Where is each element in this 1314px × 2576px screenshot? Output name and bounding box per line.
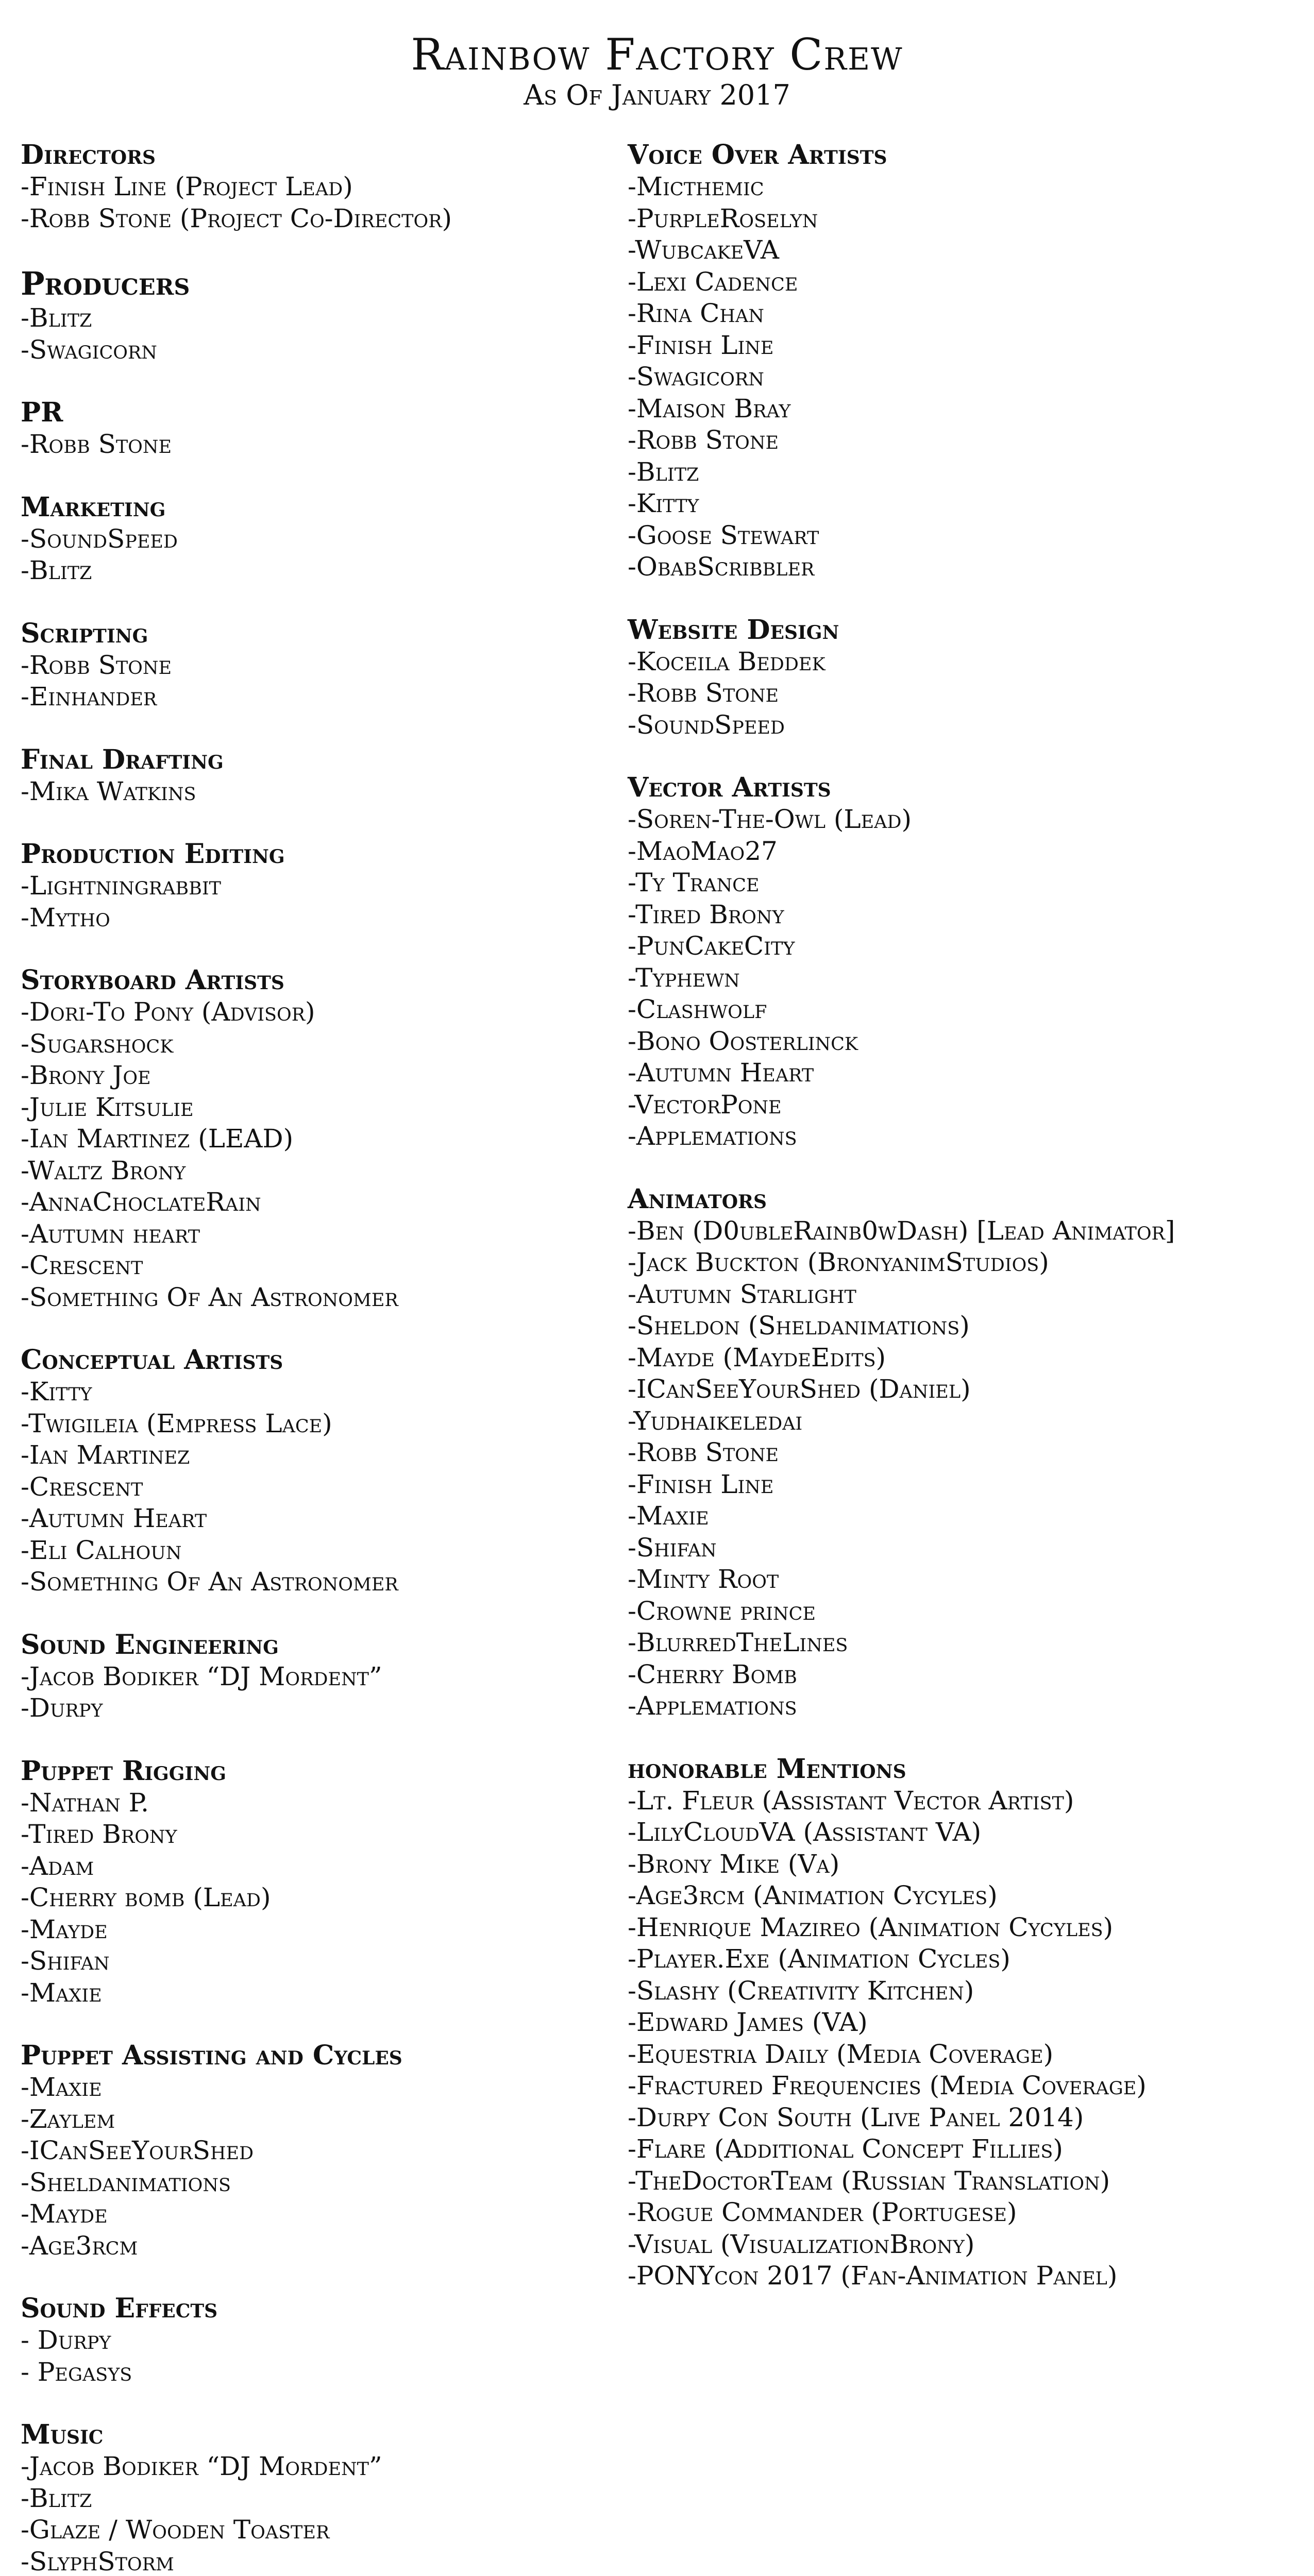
credit-entry: -ObabScribbler xyxy=(628,552,815,582)
credit-entry: -Lt. Fleur (Assistant Vector Artist) xyxy=(628,1785,1074,1816)
section-heading: Storyboard Artists xyxy=(21,964,284,996)
credit-entry: - Pegasys xyxy=(21,2357,132,2387)
credits-section-honorable-mentions xyxy=(628,1753,1298,2292)
credit-entry: -Lexi Cadence xyxy=(628,266,798,297)
section-heading: Puppet Rigging xyxy=(21,1755,227,1787)
credits-section-music xyxy=(21,2419,603,2576)
credit-entry: -Robb Stone xyxy=(21,650,172,680)
credits-section-pr xyxy=(21,397,603,461)
credit-entry: -Lightningrabbit xyxy=(21,871,222,901)
credit-list xyxy=(21,870,603,934)
credit-entry: -Autumn Heart xyxy=(628,1058,814,1088)
credit-entry: -Cherry Bomb xyxy=(628,1659,797,1689)
credit-entry: -ICanSeeYourShed xyxy=(21,2136,254,2165)
credit-entry: -Brony Joe xyxy=(21,1060,151,1090)
credit-entry: -WubcakeVA xyxy=(628,235,779,265)
credit-list xyxy=(21,2072,603,2262)
credit-entry: -Something Of An Astronomer xyxy=(21,1567,398,1597)
section-heading: Production Editing xyxy=(21,838,285,870)
credit-entry: -ICanSeeYourShed (Daniel) xyxy=(628,1374,971,1404)
credit-entry: -Henrique Mazireo (Animation Cycyles) xyxy=(628,1912,1114,1942)
credit-entry: -BlurredTheLines xyxy=(628,1628,848,1657)
credit-list xyxy=(21,302,603,366)
section-heading: Marketing xyxy=(21,491,166,523)
credit-list xyxy=(21,996,603,1313)
credits-section-puppet-rigging xyxy=(21,1755,603,2009)
credit-entry: -Maison Bray xyxy=(628,393,791,423)
credit-entry: -Crescent xyxy=(21,1471,143,1502)
credit-entry: -Shifan xyxy=(628,1532,717,1563)
credit-entry: -Player.Exe (Animation Cycles) xyxy=(628,1944,1010,1974)
section-heading: Conceptual Artists xyxy=(21,1344,283,1376)
credit-entry: -Minty Root xyxy=(628,1564,779,1594)
credit-list xyxy=(21,523,603,587)
credit-entry: -Einhander xyxy=(21,682,157,711)
credit-list xyxy=(21,1376,603,1598)
credit-list xyxy=(628,804,1298,1153)
credit-entry: -Maxie xyxy=(21,1977,102,2008)
credit-entry: -Swagicorn xyxy=(21,334,157,365)
credit-entry: -LilyCloudVA (Assistant VA) xyxy=(628,1817,982,1847)
credit-entry: -Mayde xyxy=(21,1914,108,1944)
credit-entry: -VectorPone xyxy=(628,1089,782,1120)
credit-entry: -Autumn Starlight xyxy=(628,1279,856,1309)
credits-section-marketing xyxy=(21,492,603,587)
credit-entry: -Blitz xyxy=(21,303,92,333)
credit-entry: -Crescent xyxy=(21,1250,143,1280)
section-heading: Sound Engineering xyxy=(21,1629,279,1660)
left-credits-column xyxy=(21,139,603,2576)
section-heading: Final Drafting xyxy=(21,743,224,775)
credit-entry: -Rina Chan xyxy=(628,298,764,328)
credit-entry: -Durpy xyxy=(21,1693,103,1723)
credit-entry: -Age3rcm xyxy=(21,2230,138,2261)
credit-entry: -Micthemic xyxy=(628,172,764,201)
credit-list xyxy=(21,171,603,234)
credit-entry: -Slashy (Creativity Kitchen) xyxy=(628,1975,974,2006)
credit-entry: -SoundSpeed xyxy=(21,523,178,554)
credit-entry: -Maxie xyxy=(21,2072,102,2102)
credit-entry: -Mika Watkins xyxy=(21,776,196,806)
page-title: Rainbow Factory Crew xyxy=(411,29,903,80)
credits-section-final-drafting xyxy=(21,744,603,808)
credits-section-website-design xyxy=(628,614,1298,741)
section-heading: Vector Artists xyxy=(628,772,831,803)
credit-list xyxy=(21,2325,603,2388)
credit-entry: -PONYcon 2017 (Fan-Animation Panel) xyxy=(628,2261,1118,2291)
credit-entry: -Something Of An Astronomer xyxy=(21,1282,398,1312)
credit-entry: -Shifan xyxy=(21,1946,110,1976)
credit-entry: -Applemations xyxy=(628,1121,797,1151)
credit-entry: -Clashwolf xyxy=(628,994,767,1024)
credit-entry: -Kitty xyxy=(21,1377,92,1406)
credit-entry: -Ian Martinez (LEAD) xyxy=(21,1124,294,1154)
credit-entry: -Ty Trance xyxy=(628,868,760,897)
section-heading: Music xyxy=(21,2419,104,2450)
credit-entry: -Swagicorn xyxy=(628,362,764,392)
credit-entry: -Zaylem xyxy=(21,2104,115,2134)
credit-entry: -Blitz xyxy=(21,555,92,585)
credit-entry: -AnnaChoclateRain xyxy=(21,1187,261,1217)
credit-entry: -Jack Buckton (BronyanimStudios) xyxy=(628,1247,1049,1277)
credit-entry: -Finish Line (Project Lead) xyxy=(21,172,353,201)
credit-entry: -Sheldon (Sheldanimations) xyxy=(628,1311,970,1341)
credit-list xyxy=(21,650,603,713)
credit-entry: -Soren-The-Owl (Lead) xyxy=(628,804,912,834)
credit-entry: -Nathan P. xyxy=(21,1787,149,1818)
credit-entry: -PunCakeCity xyxy=(628,931,795,961)
credit-entry: -Autumn heart xyxy=(21,1218,200,1249)
credit-entry: -Mayde (MaydeEdits) xyxy=(628,1342,886,1372)
credit-entry: -PurpleRoselyn xyxy=(628,203,818,233)
credit-entry: -Blitz xyxy=(628,456,699,487)
right-credits-column xyxy=(628,139,1298,2323)
credit-entry: -Visual (VisualizationBrony) xyxy=(628,2229,975,2259)
credit-list xyxy=(21,776,603,808)
section-heading: honorable Mentions xyxy=(628,1753,906,1785)
credits-section-voice-over-artists xyxy=(628,139,1298,583)
credit-entry: -TheDoctorTeam (Russian Translation) xyxy=(628,2165,1110,2196)
credit-entry: -Yudhaikeledai xyxy=(628,1405,803,1436)
credit-entry: -Glaze / Wooden Toaster xyxy=(21,2515,330,2545)
credit-entry: -Edward James (VA) xyxy=(628,2007,868,2037)
credits-section-vector-artists xyxy=(628,772,1298,1153)
credit-entry: -Blitz xyxy=(21,2483,92,2513)
credit-entry: -Waltz Brony xyxy=(21,1155,186,1185)
credit-entry: -Tired Brony xyxy=(21,1819,177,1849)
credit-list xyxy=(21,1661,603,1724)
credit-entry: -SlyphStorm xyxy=(21,2546,174,2576)
credits-section-producers xyxy=(21,265,603,366)
credit-entry: -Flare (Additional Concept Fillies) xyxy=(628,2134,1063,2164)
credits-section-directors xyxy=(21,139,603,234)
section-heading: Directors xyxy=(21,139,156,171)
credits-section-sound-effects xyxy=(21,2293,603,2388)
credit-entry: -Autumn Heart xyxy=(21,1503,207,1533)
section-heading: Website Design xyxy=(628,614,839,646)
credit-entry: -Robb Stone xyxy=(21,429,172,459)
credit-entry: -Durpy Con South (Live Panel 2014) xyxy=(628,2102,1084,2132)
credit-list xyxy=(628,646,1298,741)
credit-entry: -Typhewn xyxy=(628,962,740,993)
credit-entry: -Koceila Beddek xyxy=(628,646,826,676)
credit-entry: -Sheldanimations xyxy=(21,2167,231,2197)
section-heading: Voice Over Artists xyxy=(628,139,887,171)
credit-entry: -Robb Stone xyxy=(628,1437,779,1467)
section-heading: Animators xyxy=(628,1183,767,1215)
credit-list xyxy=(628,171,1298,583)
credits-section-puppet-assisting-and-cycles xyxy=(21,2040,603,2262)
credit-entry: -Twigileia (Empress Lace) xyxy=(21,1408,332,1438)
credit-entry: -Brony Mike (Va) xyxy=(628,1849,840,1879)
credit-entry: -Jacob Bodiker “DJ Mordent” xyxy=(21,2451,382,2481)
credit-entry: -Sugarshock xyxy=(21,1028,174,1059)
credit-list xyxy=(628,1215,1298,1722)
credit-list xyxy=(628,1785,1298,2292)
credits-section-animators xyxy=(628,1183,1298,1722)
credit-entry: - Durpy xyxy=(21,2325,111,2355)
credit-entry: -Dori-To Pony (Advisor) xyxy=(21,997,315,1027)
credit-entry: -Robb Stone (Project Co-Director) xyxy=(21,203,452,233)
credit-entry: -MaoMao27 xyxy=(628,836,778,866)
credit-entry: -Age3rcm (Animation Cycyles) xyxy=(628,1880,998,1910)
credit-list xyxy=(21,429,603,461)
credit-entry: -SoundSpeed xyxy=(628,709,785,740)
credits-header xyxy=(0,30,1314,111)
credit-entry: -Finish Line xyxy=(628,330,774,360)
credits-section-scripting xyxy=(21,618,603,713)
credit-entry: -Mayde xyxy=(21,2199,108,2229)
credit-list xyxy=(21,2451,603,2576)
credit-entry: -Cherry bomb (Lead) xyxy=(21,1883,271,1912)
credit-entry: -Tired Brony xyxy=(628,899,784,929)
credit-entry: -Kitty xyxy=(628,488,699,518)
credit-entry: -Goose Stewart xyxy=(628,520,819,550)
credit-entry: -Bono Oosterlinck xyxy=(628,1026,858,1056)
section-heading: PR xyxy=(21,397,63,428)
credit-entry: -Fractured Frequencies (Media Coverage) xyxy=(628,2071,1147,2100)
page-subtitle: As Of January 2017 xyxy=(524,79,790,111)
credit-entry: -Jacob Bodiker “DJ Mordent” xyxy=(21,1661,382,1691)
credit-entry: -Eli Calhoun xyxy=(21,1535,182,1565)
section-heading: Scripting xyxy=(21,617,148,649)
credits-section-storyboard-artists xyxy=(21,964,603,1313)
credit-entry: -Crowne prince xyxy=(628,1596,816,1626)
section-heading: Producers xyxy=(21,265,190,302)
credits-section-sound-engineering xyxy=(21,1629,603,1724)
credit-entry: -Robb Stone xyxy=(628,425,779,455)
credit-entry: -Applemations xyxy=(628,1691,797,1721)
credit-entry: -Robb Stone xyxy=(628,678,779,708)
section-heading: Puppet Assisting and Cycles xyxy=(21,2040,402,2071)
credit-entry: -Julie Kitsulie xyxy=(21,1092,194,1122)
credit-entry: -Ian Martinez xyxy=(21,1440,190,1470)
section-heading: Sound Effects xyxy=(21,2293,218,2324)
credit-entry: -Maxie xyxy=(628,1501,709,1531)
credit-entry: -Finish Line xyxy=(628,1469,774,1499)
credits-section-production-editing xyxy=(21,838,603,934)
credit-entry: -Mytho xyxy=(21,902,110,933)
credit-entry: -Ben (D0ubleRainb0wDash) [Lead Animator] xyxy=(628,1215,1175,1246)
credit-entry: -Rogue Commander (Portugese) xyxy=(628,2197,1017,2227)
credit-entry: -Adam xyxy=(21,1851,94,1881)
credit-entry: -Equestria Daily (Media Coverage) xyxy=(628,2039,1054,2069)
credits-section-conceptual-artists xyxy=(21,1344,603,1598)
credit-list xyxy=(21,1787,603,2009)
